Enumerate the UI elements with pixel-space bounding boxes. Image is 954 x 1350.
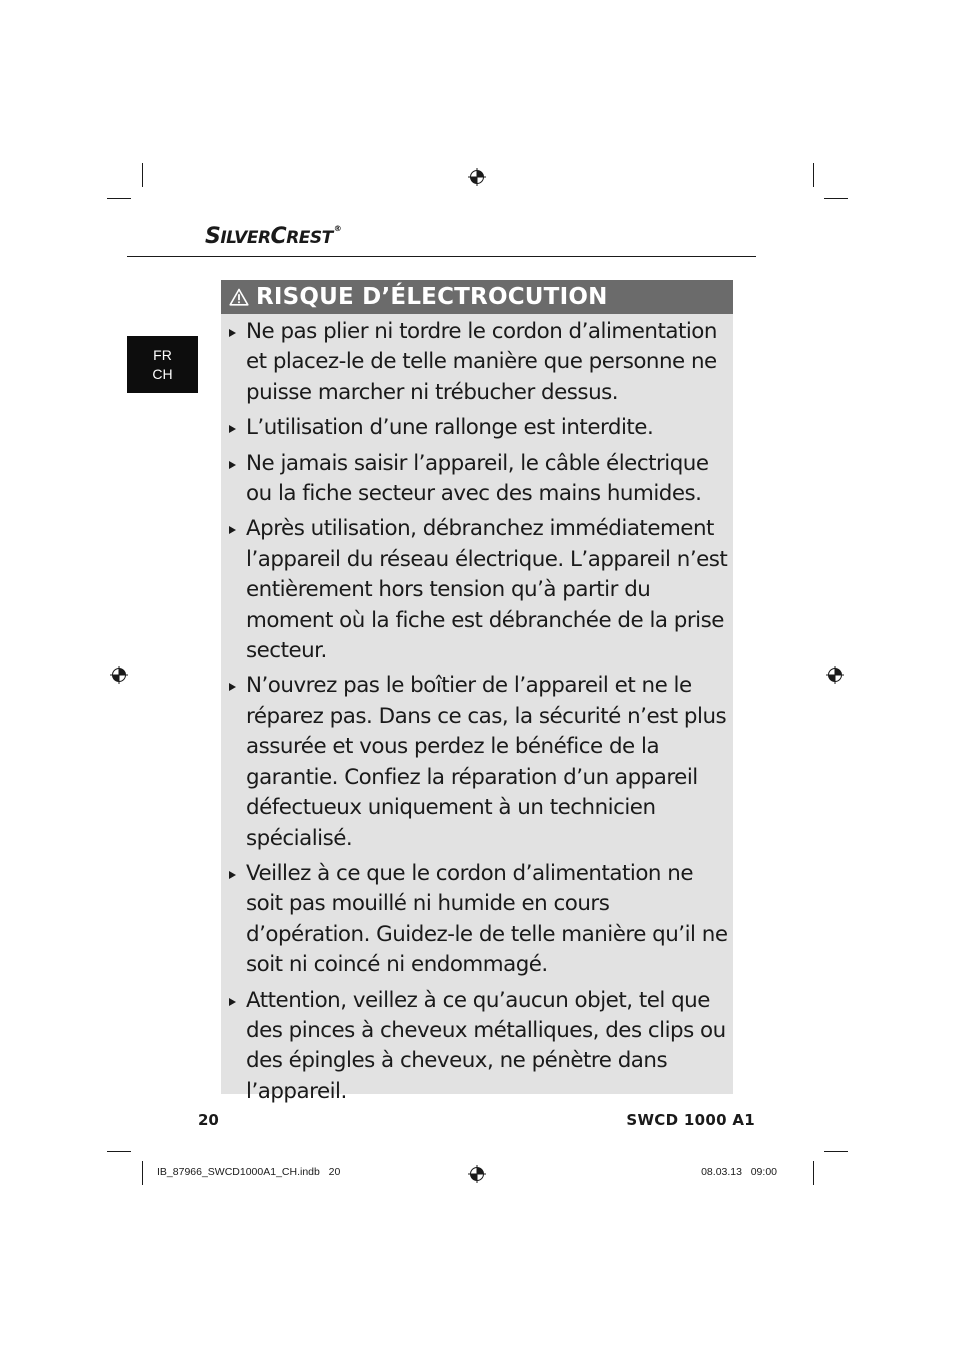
bullet-arrow-icon: [229, 683, 236, 691]
registration-mark-icon: [826, 666, 844, 684]
country-code: CH: [152, 365, 173, 382]
brand-text: ILVER: [220, 228, 271, 248]
language-tab: [127, 336, 198, 393]
brand-initial: C: [270, 224, 287, 249]
language-code: FR: [153, 346, 172, 363]
print-slug-file: IB_87966_SWCD1000A1_CH.indb 20: [157, 1166, 341, 1178]
bullet-arrow-icon: [229, 871, 236, 879]
list-item-text: Veillez à ce que le cordon d’alimentation ne soit pas mouillé ni humide en cours d’opération. Guidez-le de telle manière qu’il ne soit ni coincé ni endommagé.: [246, 860, 728, 978]
list-item: [221, 514, 733, 666]
crop-mark: [107, 198, 131, 199]
bullet-arrow-icon: [229, 425, 236, 433]
brand-text: REST: [286, 228, 333, 248]
list-item: [221, 671, 733, 853]
list-item: [221, 449, 733, 510]
registration-mark-icon: [110, 666, 128, 684]
crop-mark: [142, 163, 143, 187]
crop-mark: [142, 1161, 143, 1185]
bullet-arrow-icon: [229, 998, 236, 1006]
list-item-text: N’ouvrez pas le boîtier de l’appareil et ne le réparez pas. Dans ce cas, la sécurité n’est plus assurée et vous perdez le bénéfice de la garantie. Confiez la réparation d’un appareil défectueux uniquement à un technicien spécialisé.: [246, 673, 727, 851]
trademark-symbol: ®: [333, 224, 342, 233]
warning-list: [221, 317, 733, 1112]
list-item: [221, 413, 733, 443]
print-slug-date: 08.03.13 09:00: [701, 1166, 777, 1178]
crop-mark: [813, 1161, 814, 1185]
warning-title: RISQUE D’ÉLECTROCUTION: [256, 284, 608, 310]
registration-mark-icon: [468, 168, 486, 186]
bullet-arrow-icon: [229, 329, 236, 337]
warning-box: [221, 280, 733, 1104]
header-rule: [127, 256, 756, 257]
crop-mark: [107, 1151, 131, 1152]
crop-mark: [824, 1151, 848, 1152]
list-item-text: L’utilisation d’une rallonge est interdite.: [246, 415, 654, 441]
page-number: 20: [198, 1111, 219, 1129]
list-item: [221, 986, 733, 1108]
crop-mark: [813, 163, 814, 187]
registration-mark-icon: [468, 1165, 486, 1183]
list-item: [221, 317, 733, 408]
list-item: [221, 859, 733, 981]
brand-logo: [205, 224, 341, 249]
bullet-arrow-icon: [229, 461, 236, 469]
list-item-text: Attention, veillez à ce qu’aucun objet, tel que des pinces à cheveux métalliques, des clips ou des épingles à cheveux, ne pénètre dans l’appareil.: [246, 987, 726, 1104]
model-number: SWCD 1000 A1: [626, 1111, 755, 1129]
list-item-text: Après utilisation, débranchez immédiatement l’appareil du réseau électrique. L’appareil n’est entièrement hors tension qu’à partir du moment où la fiche est débranchée de la prise secteur.: [246, 516, 728, 664]
warning-title-bar: [221, 280, 733, 314]
bullet-arrow-icon: [229, 526, 236, 534]
crop-mark: [824, 198, 848, 199]
list-item-text: Ne jamais saisir l’appareil, le câble électrique ou la fiche secteur avec des mains humides.: [246, 450, 709, 507]
brand-initial: S: [205, 224, 221, 249]
list-item-text: Ne pas plier ni tordre le cordon d’alimentation et placez-le de telle manière que personne ne puisse marcher ni trébucher dessus.: [246, 319, 717, 405]
warning-triangle-icon: [229, 288, 249, 306]
